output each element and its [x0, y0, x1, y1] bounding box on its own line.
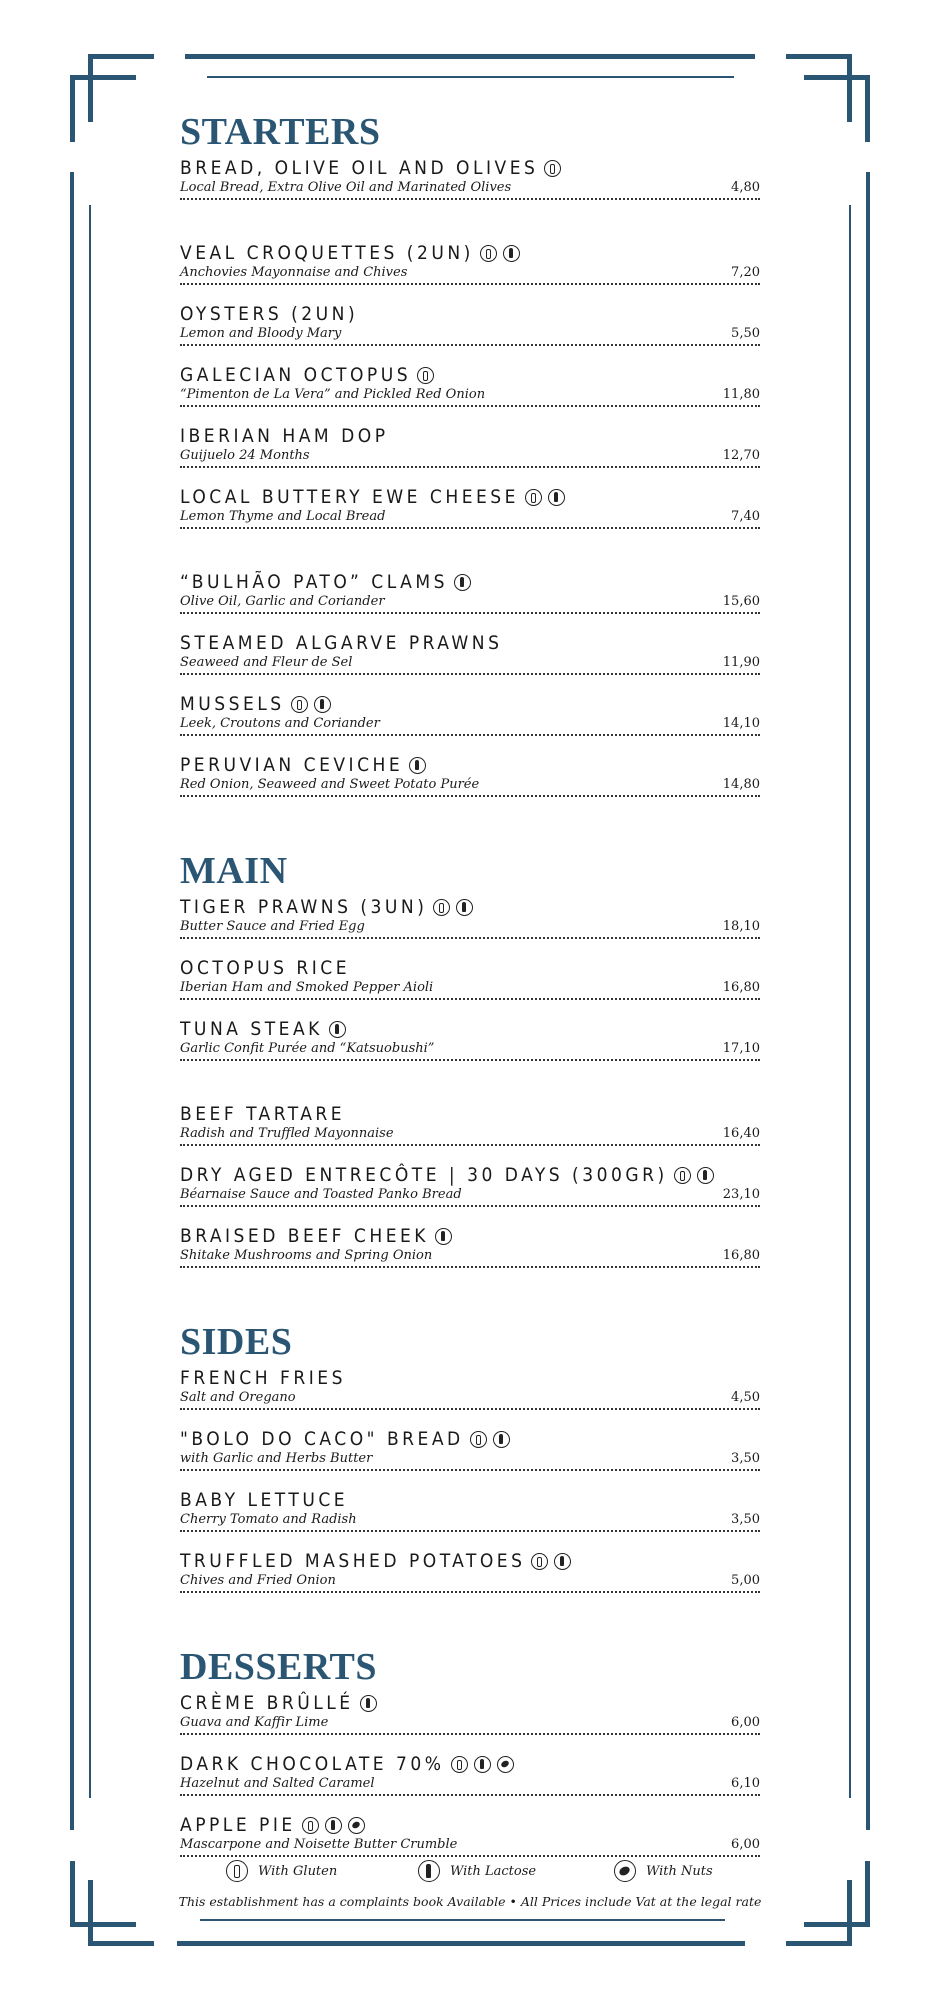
item-name-row — [180, 693, 760, 715]
legend-label: With Nuts — [646, 1863, 713, 1879]
item-name: "BOLO DO CACO" BREAD — [180, 1428, 464, 1450]
item-name: TRUFFLED MASHED POTATOES — [180, 1550, 526, 1572]
lactose-icon — [697, 1167, 714, 1184]
legend-gluten — [226, 1860, 337, 1882]
item-description: Anchovies Mayonnaise and Chives — [180, 265, 408, 280]
item-name-row — [180, 1367, 760, 1389]
item-name: GALECIAN OCTOPUS — [180, 364, 412, 386]
item-description: Butter Sauce and Fried Egg — [180, 919, 365, 934]
menu-item — [180, 242, 760, 285]
item-name-row — [180, 486, 760, 508]
item-description: Mascarpone and Noisette Butter Crumble — [180, 1837, 458, 1852]
item-description: Salt and Oregano — [180, 1390, 296, 1405]
menu-item — [180, 425, 760, 468]
menu-item — [180, 1018, 760, 1061]
section-title: SIDES — [180, 1321, 293, 1363]
item-name: TIGER PRAWNS (3UN) — [180, 896, 428, 918]
item-name: BREAD, OLIVE OIL AND OLIVES — [180, 157, 539, 179]
item-name-row — [180, 303, 760, 325]
corner-bottom-left — [70, 1922, 136, 1927]
corner-top-left — [88, 54, 154, 59]
lactose-icon — [503, 245, 520, 262]
menu-item — [180, 1428, 760, 1471]
item-name-row — [180, 896, 760, 918]
item-name-row — [180, 242, 760, 264]
corner-bottom-left — [88, 1941, 154, 1946]
item-name-row — [180, 1489, 760, 1511]
gluten-icon — [544, 160, 561, 177]
menu-item — [180, 957, 760, 1000]
item-price: 18,10 — [722, 919, 760, 934]
item-price: 3,50 — [731, 1451, 760, 1466]
item-name: CRÈME BRÛLLÉ — [180, 1692, 354, 1714]
item-name-row — [180, 1018, 760, 1040]
item-price: 4,80 — [731, 180, 760, 195]
corner-bottom-left — [88, 1880, 93, 1946]
item-name: BRAISED BEEF CHEEK — [180, 1225, 429, 1247]
gluten-icon — [226, 1860, 248, 1882]
lactose-icon — [360, 1695, 377, 1712]
gluten-icon — [525, 489, 542, 506]
lactose-icon — [409, 757, 426, 774]
item-price: 11,80 — [722, 387, 760, 402]
corner-top-right — [865, 75, 870, 142]
lactose-icon — [329, 1021, 346, 1038]
item-price: 14,80 — [722, 777, 760, 792]
menu-item — [180, 632, 760, 675]
bottom-rule-thin — [200, 1919, 725, 1921]
corner-top-left — [70, 75, 136, 80]
menu-item — [180, 1753, 760, 1796]
item-description: Garlic Confit Purée and “Katsuobushi” — [180, 1041, 435, 1056]
top-rule-thin — [207, 76, 734, 78]
item-price: 16,80 — [722, 980, 760, 995]
item-name: DRY AGED ENTRECÔTE | 30 DAYS (300GR) — [180, 1164, 668, 1186]
item-price: 16,40 — [722, 1126, 760, 1141]
menu-item — [180, 1225, 760, 1268]
menu-item — [180, 303, 760, 346]
item-description: Cherry Tomato and Radish — [180, 1512, 357, 1527]
menu-section — [180, 1320, 760, 1593]
item-name-row — [180, 1428, 760, 1450]
item-name-row — [180, 425, 760, 447]
gluten-icon — [451, 1756, 468, 1773]
item-price: 6,10 — [731, 1776, 760, 1791]
legend-label: With Lactose — [450, 1863, 537, 1879]
item-name-row — [180, 157, 760, 179]
item-price: 15,60 — [722, 594, 760, 609]
item-name: BEEF TARTARE — [180, 1103, 346, 1125]
item-name: APPLE PIE — [180, 1814, 296, 1836]
menu-item — [180, 571, 760, 614]
item-price: 6,00 — [731, 1715, 760, 1730]
section-title: MAIN — [180, 850, 288, 892]
menu-item — [180, 1103, 760, 1146]
item-name-row — [180, 957, 760, 979]
item-name-row — [180, 1225, 760, 1247]
item-description: Iberian Ham and Smoked Pepper Aioli — [180, 980, 434, 995]
lactose-icon — [548, 489, 565, 506]
nuts-icon — [497, 1756, 514, 1773]
item-name: PERUVIAN CEVICHE — [180, 754, 404, 776]
item-description: Guijuelo 24 Months — [180, 448, 310, 463]
item-name: FRENCH FRIES — [180, 1367, 346, 1389]
item-description: Lemon and Bloody Mary — [180, 326, 342, 341]
gluten-icon — [433, 899, 450, 916]
item-name-row — [180, 1103, 760, 1125]
lactose-icon — [325, 1817, 342, 1834]
item-price: 14,10 — [722, 716, 760, 731]
menu-item — [180, 896, 760, 939]
item-name: STEAMED ALGARVE PRAWNS — [180, 632, 503, 654]
corner-top-left — [70, 75, 75, 142]
item-description: Radish and Truffled Mayonnaise — [180, 1126, 394, 1141]
item-price: 4,50 — [731, 1390, 760, 1405]
item-description: “Pimenton de La Vera” and Pickled Red Onion — [180, 387, 486, 402]
gluten-icon — [291, 696, 308, 713]
item-name-row — [180, 1692, 760, 1714]
item-description: Leek, Croutons and Coriander — [180, 716, 380, 731]
item-name-row — [180, 571, 760, 593]
item-name-row — [180, 1814, 760, 1836]
menu-item — [180, 364, 760, 407]
menu-item — [180, 693, 760, 736]
corner-top-left — [88, 54, 93, 122]
item-price: 23,10 — [722, 1187, 760, 1202]
menu-item — [180, 1489, 760, 1532]
item-price: 7,40 — [731, 509, 760, 524]
item-description: Guava and Kaffir Lime — [180, 1715, 329, 1730]
top-rule — [185, 54, 755, 59]
item-price: 5,50 — [731, 326, 760, 341]
lactose-icon — [474, 1756, 491, 1773]
item-name: OCTOPUS RICE — [180, 957, 351, 979]
item-name-row — [180, 754, 760, 776]
lactose-icon — [314, 696, 331, 713]
item-description: Lemon Thyme and Local Bread — [180, 509, 386, 524]
item-price: 6,00 — [731, 1837, 760, 1852]
menu-item — [180, 1550, 760, 1593]
item-name-row — [180, 1550, 760, 1572]
allergen-legend — [0, 1860, 940, 1886]
gluten-icon — [302, 1817, 319, 1834]
legend-lactose — [418, 1860, 536, 1882]
item-price: 5,00 — [731, 1573, 760, 1588]
item-description: Seaweed and Fleur de Sel — [180, 655, 353, 670]
item-name-row — [180, 1753, 760, 1775]
menu-item — [180, 157, 760, 200]
item-name: VEAL CROQUETTES (2UN) — [180, 242, 474, 264]
corner-top-right — [786, 54, 852, 59]
gluten-icon — [470, 1431, 487, 1448]
side-rule-left-thin — [89, 205, 91, 1798]
lactose-icon — [456, 899, 473, 916]
gluten-icon — [674, 1167, 691, 1184]
lactose-icon — [454, 574, 471, 591]
item-price: 11,90 — [722, 655, 760, 670]
legend-label: With Gluten — [258, 1863, 338, 1879]
lactose-icon — [554, 1553, 571, 1570]
item-description: Shitake Mushrooms and Spring Onion — [180, 1248, 433, 1263]
menu-content — [180, 110, 760, 1857]
item-description: Red Onion, Seaweed and Sweet Potato Purée — [180, 777, 480, 792]
item-name-row — [180, 364, 760, 386]
item-description: Chives and Fried Onion — [180, 1573, 336, 1588]
menu-item — [180, 1814, 760, 1857]
item-description: with Garlic and Herbs Butter — [180, 1451, 373, 1466]
item-name-row — [180, 632, 760, 654]
lactose-icon — [493, 1431, 510, 1448]
side-rule-right — [866, 172, 870, 1830]
corner-bottom-right — [786, 1941, 852, 1946]
item-name: MUSSELS — [180, 693, 285, 715]
item-description: Local Bread, Extra Olive Oil and Marinated Olives — [180, 180, 512, 195]
item-name: BABY LETTUCE — [180, 1489, 349, 1511]
item-price: 3,50 — [731, 1512, 760, 1527]
item-price: 16,80 — [722, 1248, 760, 1263]
nuts-icon — [348, 1817, 365, 1834]
menu-item — [180, 486, 760, 529]
section-title: DESSERTS — [180, 1646, 377, 1688]
item-description: Béarnaise Sauce and Toasted Panko Bread — [180, 1187, 462, 1202]
item-name: TUNA STEAK — [180, 1018, 323, 1040]
section-title: STARTERS — [180, 111, 381, 153]
gluten-icon — [417, 367, 434, 384]
corner-top-right — [804, 75, 870, 80]
item-description: Hazelnut and Salted Caramel — [180, 1776, 375, 1791]
menu-section — [180, 849, 760, 1268]
side-rule-left — [70, 172, 74, 1830]
item-name: LOCAL BUTTERY EWE CHEESE — [180, 486, 519, 508]
corner-bottom-right — [804, 1922, 870, 1927]
gluten-icon — [480, 245, 497, 262]
item-price: 17,10 — [722, 1041, 760, 1056]
corner-top-right — [847, 54, 852, 122]
bottom-rule — [177, 1941, 745, 1946]
footer-note: This establishment has a complaints book Available • All Prices include Vat at the legal rate — [178, 1894, 762, 1909]
gluten-icon — [531, 1553, 548, 1570]
lactose-icon — [435, 1228, 452, 1245]
item-price: 7,20 — [731, 265, 760, 280]
menu-section — [180, 1645, 760, 1857]
item-name: “BULHÃO PATO” CLAMS — [180, 571, 448, 593]
nuts-icon — [614, 1860, 636, 1882]
side-rule-right-thin — [849, 205, 851, 1798]
item-description: Olive Oil, Garlic and Coriander — [180, 594, 385, 609]
menu-section — [180, 110, 760, 797]
item-name: OYSTERS (2UN) — [180, 303, 359, 325]
item-name-row — [180, 1164, 760, 1186]
menu-item — [180, 754, 760, 797]
item-price: 12,70 — [722, 448, 760, 463]
item-name: DARK CHOCOLATE 70% — [180, 1753, 445, 1775]
corner-bottom-right — [847, 1880, 852, 1946]
menu-item — [180, 1164, 760, 1207]
lactose-icon — [418, 1860, 440, 1882]
menu-item — [180, 1692, 760, 1735]
legend-nuts — [614, 1860, 713, 1882]
menu-item — [180, 1367, 760, 1410]
item-name: IBERIAN HAM DOP — [180, 425, 389, 447]
